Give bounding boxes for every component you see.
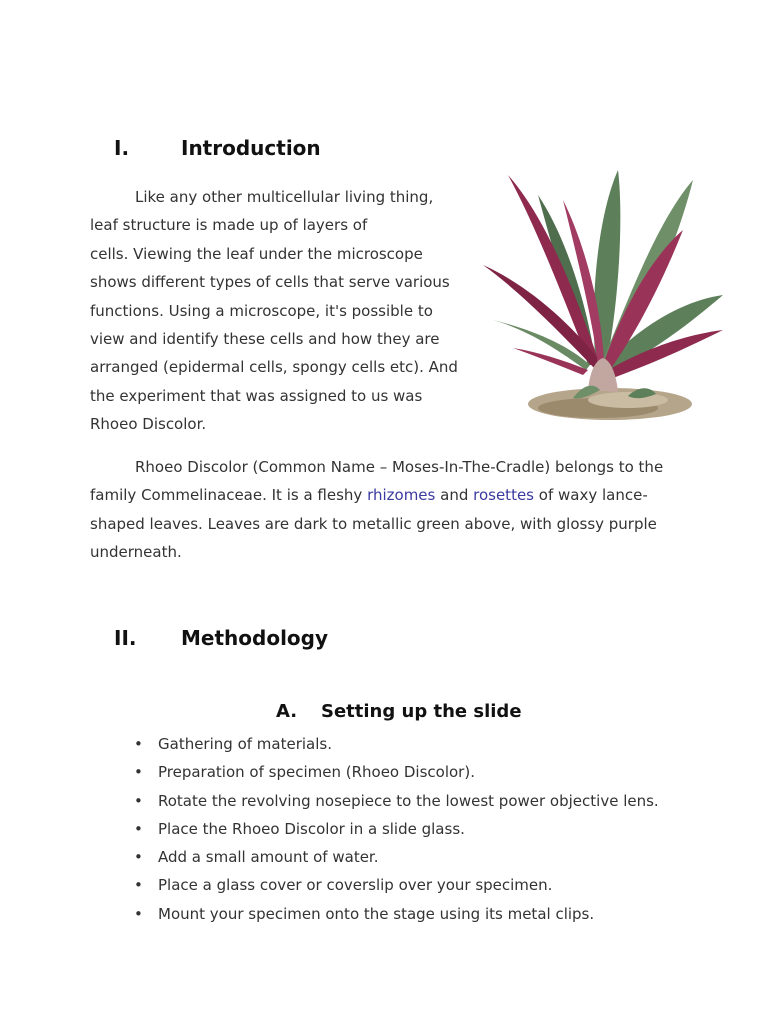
- list-item: [134, 730, 659, 758]
- steps-list: [134, 730, 659, 928]
- bullet-icon: •: [134, 876, 143, 895]
- text-line: functions. Using a microscope, it's possible to: [90, 301, 433, 320]
- list-item: [134, 787, 659, 815]
- section-heading-introduction: [114, 136, 321, 160]
- text-line: Rhoeo Discolor (Common Name – Moses-In-The-Cradle) belongs to the: [135, 458, 664, 476]
- bullet-icon: •: [134, 763, 143, 782]
- section-title: Introduction: [181, 136, 321, 160]
- section-number: I.: [114, 136, 130, 160]
- text-line: Rhoeo Discolor.: [90, 415, 207, 434]
- description-paragraph: [90, 453, 690, 567]
- bullet-icon: •: [134, 819, 143, 838]
- list-item: [134, 871, 659, 899]
- bullet-icon: •: [134, 848, 143, 867]
- section-number: II.: [114, 626, 137, 650]
- section-title: Methodology: [181, 626, 329, 650]
- step-text: Mount your specimen onto the stage using its metal clips.: [158, 904, 595, 923]
- subsection-letter: A.: [276, 701, 298, 722]
- text-line: underneath.: [90, 543, 182, 562]
- bullet-icon: •: [134, 904, 143, 923]
- text-line-with-links: [90, 481, 690, 509]
- text-line: view and identify these cells and how they are: [90, 330, 440, 349]
- bullet-icon: •: [134, 791, 143, 810]
- text-line: the experiment that was assigned to us was: [90, 386, 423, 405]
- bullet-icon: •: [134, 735, 143, 753]
- list-item: [134, 900, 659, 928]
- subsection-heading: [276, 701, 522, 722]
- rhizomes-link[interactable]: rhizomes: [367, 486, 436, 505]
- section-heading-methodology: [114, 626, 328, 650]
- text-line: shows different types of cells that serve various: [90, 273, 450, 292]
- subsection-title: Setting up the slide: [321, 701, 522, 722]
- text-fragment: and: [435, 486, 474, 505]
- text-line: Like any other multicellular living thing,: [135, 188, 434, 206]
- list-item: [134, 758, 659, 786]
- intro-paragraph: [90, 183, 470, 439]
- text-fragment: family Commelinaceae. It is a fleshy: [90, 486, 368, 505]
- text-fragment: of waxy lance-: [534, 486, 648, 505]
- step-text: Add a small amount of water.: [158, 848, 379, 867]
- list-item: [134, 815, 659, 843]
- list-item: [134, 843, 659, 871]
- text-line: cells. Viewing the leaf under the microscope: [90, 244, 423, 263]
- step-text: Preparation of specimen (Rhoeo Discolor).: [158, 763, 475, 782]
- rosettes-link[interactable]: rosettes: [473, 486, 534, 505]
- step-text: Place a glass cover or coverslip over your specimen.: [158, 876, 553, 895]
- text-line: shaped leaves. Leaves are dark to metallic green above, with glossy purple: [90, 514, 657, 533]
- text-line: leaf structure is made up of layers of: [90, 216, 368, 235]
- step-text: Rotate the revolving nosepiece to the lowest power objective lens.: [158, 791, 659, 810]
- rhoeo-discolor-plant-image: [478, 160, 730, 428]
- step-text: Place the Rhoeo Discolor in a slide glass.: [158, 819, 465, 838]
- step-text: Gathering of materials.: [158, 735, 332, 753]
- text-line: arranged (epidermal cells, spongy cells etc). And: [90, 358, 458, 377]
